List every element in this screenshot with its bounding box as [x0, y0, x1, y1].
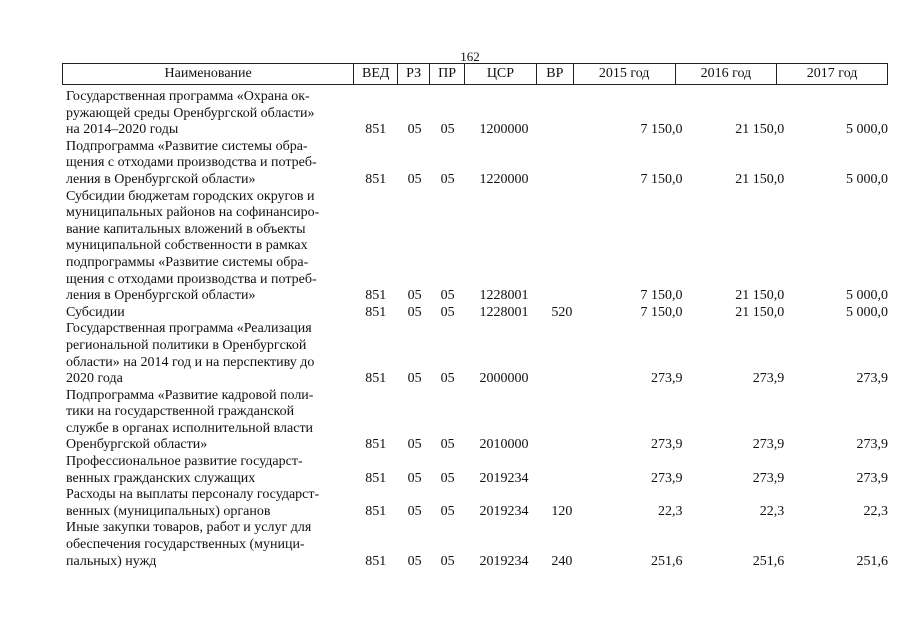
header-name: Наименование: [63, 64, 354, 84]
row-2016: 273,9: [752, 371, 785, 387]
table-row: [66, 487, 888, 520]
header-2015: 2015 год: [574, 64, 676, 84]
table-row: [66, 89, 888, 139]
row-2015: 7 150,0: [640, 288, 683, 304]
row-name-line: службе в органах исполнительной власти: [66, 420, 314, 436]
row-2016: 21 150,0: [735, 288, 785, 304]
row-name-line: Профессиональное развитие государст-: [66, 454, 303, 470]
row-2017: 273,9: [856, 371, 889, 387]
row-2015: 273,9: [651, 437, 683, 453]
row-2015: 7 150,0: [640, 122, 683, 138]
row-rz: 05: [407, 122, 422, 138]
row-2016: 273,9: [752, 437, 785, 453]
row-name-line: Расходы на выплаты персоналу государст-: [66, 487, 320, 503]
row-2017: 251,6: [856, 553, 889, 569]
row-name: [66, 520, 348, 570]
row-name-line: Государственная программа «Охрана ок-: [66, 89, 310, 104]
header-rz: РЗ: [398, 64, 430, 84]
row-vr: 120: [551, 503, 573, 519]
row-2017: 5 000,0: [846, 122, 889, 138]
row-name-line: Оренбургской области»: [66, 437, 208, 453]
row-pr: 05: [440, 371, 455, 387]
header-vr: ВР: [537, 64, 574, 84]
row-name-line: региональной политики в Оренбургской: [66, 337, 307, 353]
row-csr: 2019234: [479, 470, 529, 486]
row-vr: 240: [551, 553, 573, 569]
row-name-line: подпрограммы «Развитие системы обра-: [66, 254, 309, 270]
row-ved: 851: [365, 171, 387, 187]
header-2017: 2017 год: [806, 66, 858, 81]
row-name-line: Субсидии: [66, 304, 125, 320]
row-ved: 851: [365, 503, 387, 519]
row-name-line: щения с отходами производства и потреб-: [66, 155, 317, 171]
row-2015: 7 150,0: [640, 171, 683, 187]
row-ved: 851: [365, 371, 387, 387]
row-2017: 22,3: [863, 503, 889, 519]
table-row: [66, 321, 888, 387]
row-name-line: муниципальной собственности в рамках: [66, 238, 308, 254]
row-2017: 5 000,0: [846, 304, 889, 320]
table-header: [62, 63, 888, 85]
row-vr: 520: [551, 304, 573, 320]
row-name-line: тики на государственной гражданской: [66, 404, 295, 420]
row-name-line: пальных) нужд: [66, 553, 157, 569]
row-2017: 273,9: [856, 437, 889, 453]
row-name-line: щения с отходами производства и потреб-: [66, 271, 317, 287]
row-csr: 2010000: [479, 437, 529, 453]
row-name-line: вание капитальных вложений в объекты: [66, 221, 306, 237]
row-2015: 251,6: [651, 553, 683, 569]
row-name-line: Субсидии бюджетам городских округов и: [66, 188, 315, 204]
row-2017: 5 000,0: [846, 288, 889, 304]
row-name-line: ления в Оренбургской области»: [66, 288, 256, 304]
row-name-line: Иные закупки товаров, работ и услуг для: [66, 520, 312, 536]
row-name-line: Государственная программа «Реализация: [66, 321, 312, 337]
row-2016: 273,9: [752, 470, 785, 486]
row-pr: 05: [440, 304, 455, 320]
row-csr: 2019234: [479, 503, 529, 519]
row-pr: 05: [440, 288, 455, 304]
row-2016: 22,3: [759, 503, 785, 519]
row-rz: 05: [407, 371, 422, 387]
row-csr: 2000000: [479, 371, 529, 387]
row-rz: 05: [407, 304, 422, 320]
row-2015: 7 150,0: [640, 304, 683, 320]
row-name-line: ружающей среды Оренбургской области»: [66, 105, 315, 121]
row-name: [66, 189, 348, 305]
row-pr: 05: [440, 553, 455, 569]
row-2015: 22,3: [658, 503, 683, 519]
header-csr: ЦСР: [465, 64, 537, 84]
table-body: [66, 89, 888, 570]
row-name: [66, 321, 348, 387]
row-2017: 273,9: [856, 470, 889, 486]
row-2015: 273,9: [651, 371, 683, 387]
row-name-line: 2020 года: [66, 371, 123, 387]
row-name-line: обеспечения государственных (муници-: [66, 537, 305, 553]
row-name-line: на 2014–2020 годы: [66, 122, 179, 138]
row-csr: 2019234: [479, 553, 529, 569]
row-name: [66, 388, 348, 454]
row-rz: 05: [407, 288, 422, 304]
row-rz: 05: [407, 503, 422, 519]
row-rz: 05: [407, 553, 422, 569]
row-csr: 1228001: [479, 288, 529, 304]
row-name-line: муниципальных районов на софинансиро-: [66, 205, 320, 221]
row-ved: 851: [365, 470, 387, 486]
row-name-line: Подпрограмма «Развитие системы обра-: [66, 138, 308, 154]
table-row: [66, 139, 888, 189]
row-2017: 5 000,0: [846, 171, 889, 187]
row-name: [66, 89, 348, 139]
row-2016: 251,6: [752, 553, 785, 569]
row-name-line: венных гражданских служащих: [66, 470, 256, 486]
row-name-line: ления в Оренбургской области»: [66, 171, 256, 187]
row-ved: 851: [365, 304, 387, 320]
row-name: [66, 487, 348, 520]
row-csr: 1228001: [479, 304, 529, 320]
row-name-line: венных (муниципальных) органов: [66, 503, 271, 519]
row-pr: 05: [440, 122, 455, 138]
row-rz: 05: [407, 171, 422, 187]
row-name-line: Подпрограмма «Развитие кадровой поли-: [66, 387, 314, 403]
row-rz: 05: [407, 437, 422, 453]
header-2016: 2016 год: [676, 64, 778, 84]
row-2016: 21 150,0: [735, 304, 785, 320]
row-ved: 851: [365, 122, 387, 138]
table-row: [66, 520, 888, 570]
row-name: [66, 139, 348, 189]
row-rz: 05: [407, 470, 422, 486]
row-2015: 273,9: [651, 470, 683, 486]
header-pr: ПР: [430, 64, 465, 84]
row-pr: 05: [440, 171, 455, 187]
row-pr: 05: [440, 503, 455, 519]
page-number: 162: [460, 49, 480, 64]
row-2016: 21 150,0: [735, 122, 785, 138]
row-name: [66, 454, 348, 487]
table-row: [66, 388, 888, 454]
row-csr: 1220000: [479, 171, 529, 187]
row-ved: 851: [365, 437, 387, 453]
row-csr: 1200000: [479, 122, 529, 138]
row-pr: 05: [440, 437, 455, 453]
row-name: [66, 305, 348, 322]
row-name-line: области» на 2014 год и на перспективу до: [66, 354, 315, 370]
row-ved: 851: [365, 553, 387, 569]
row-pr: 05: [440, 470, 455, 486]
table-row: [66, 189, 888, 305]
table-row: [66, 305, 888, 322]
table-row: [66, 454, 888, 487]
header-ved: ВЕД: [354, 64, 398, 84]
row-ved: 851: [365, 288, 387, 304]
row-2016: 21 150,0: [735, 171, 785, 187]
